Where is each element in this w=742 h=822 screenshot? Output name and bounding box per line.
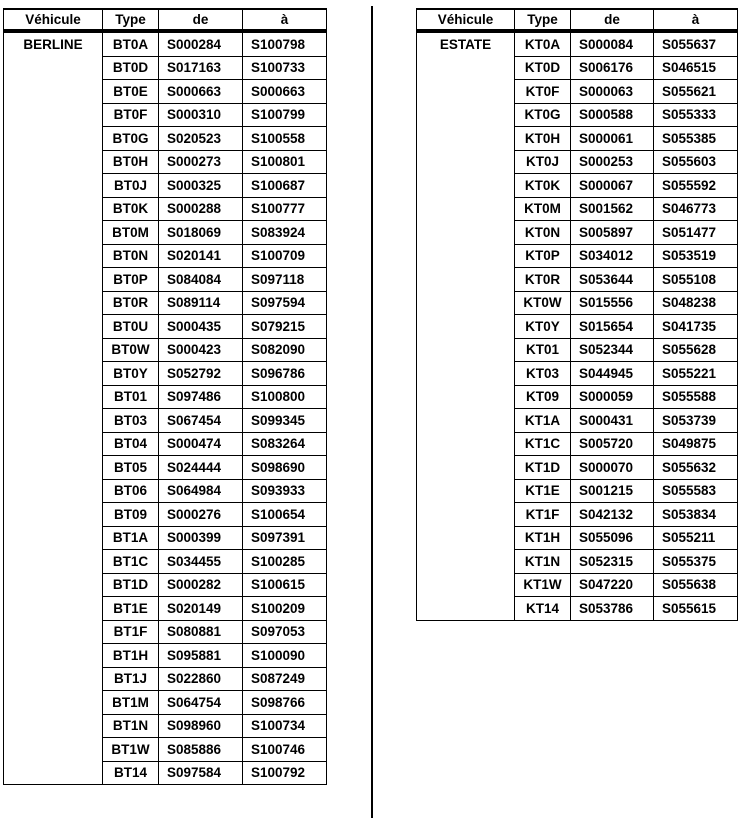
type-cell: KT14: [515, 597, 571, 621]
a-cell: S100558: [243, 127, 327, 151]
de-cell: S005897: [571, 221, 654, 245]
type-cell: BT05: [103, 456, 159, 480]
de-cell: S084084: [159, 268, 243, 292]
a-cell: S096786: [243, 362, 327, 386]
type-cell: BT0R: [103, 291, 159, 315]
type-cell: KT0M: [515, 197, 571, 221]
type-cell: BT0J: [103, 174, 159, 198]
type-cell: BT0H: [103, 150, 159, 174]
type-cell: BT1W: [103, 738, 159, 762]
de-cell: S018069: [159, 221, 243, 245]
a-cell: S100733: [243, 56, 327, 80]
a-cell: S055375: [654, 550, 738, 574]
column-divider: [371, 6, 373, 818]
header-vehicule: Véhicule: [4, 9, 103, 31]
a-cell: S055108: [654, 268, 738, 292]
de-cell: S020141: [159, 244, 243, 268]
a-cell: S097053: [243, 620, 327, 644]
type-cell: BT0D: [103, 56, 159, 80]
de-cell: S000474: [159, 432, 243, 456]
a-cell: S097594: [243, 291, 327, 315]
a-cell: S100799: [243, 103, 327, 127]
a-cell: S097118: [243, 268, 327, 292]
type-cell: KT0H: [515, 127, 571, 151]
a-cell: S055637: [654, 31, 738, 56]
a-cell: S055632: [654, 456, 738, 480]
a-cell: S083264: [243, 432, 327, 456]
de-cell: S042132: [571, 503, 654, 527]
a-cell: S100746: [243, 738, 327, 762]
type-cell: KT0N: [515, 221, 571, 245]
header-type: Type: [515, 9, 571, 31]
type-cell: KT0G: [515, 103, 571, 127]
a-cell: S100798: [243, 31, 327, 56]
header-a: à: [243, 9, 327, 31]
de-cell: S052344: [571, 338, 654, 362]
de-cell: S064984: [159, 479, 243, 503]
header-a: à: [654, 9, 738, 31]
de-cell: S015654: [571, 315, 654, 339]
a-cell: S055385: [654, 127, 738, 151]
type-cell: BT1C: [103, 550, 159, 574]
de-cell: S000423: [159, 338, 243, 362]
de-cell: S000288: [159, 197, 243, 221]
type-cell: KT1W: [515, 573, 571, 597]
type-cell: BT0W: [103, 338, 159, 362]
de-cell: S044945: [571, 362, 654, 386]
de-cell: S005720: [571, 432, 654, 456]
de-cell: S000276: [159, 503, 243, 527]
de-cell: S052792: [159, 362, 243, 386]
a-cell: S100209: [243, 597, 327, 621]
de-cell: S000273: [159, 150, 243, 174]
de-cell: S000070: [571, 456, 654, 480]
de-cell: S000059: [571, 385, 654, 409]
type-cell: BT0G: [103, 127, 159, 151]
a-cell: S055592: [654, 174, 738, 198]
header-row: [417, 9, 738, 31]
a-cell: S041735: [654, 315, 738, 339]
type-cell: BT0A: [103, 31, 159, 56]
de-cell: S085886: [159, 738, 243, 762]
a-cell: S055221: [654, 362, 738, 386]
header-row: [4, 9, 327, 31]
de-cell: S053644: [571, 268, 654, 292]
vehicule-cell: ESTATE: [417, 31, 515, 620]
type-cell: BT03: [103, 409, 159, 433]
type-cell: KT0F: [515, 80, 571, 104]
type-cell: KT0P: [515, 244, 571, 268]
de-cell: S000063: [571, 80, 654, 104]
a-cell: S055583: [654, 479, 738, 503]
de-cell: S015556: [571, 291, 654, 315]
de-cell: S000284: [159, 31, 243, 56]
type-cell: KT1N: [515, 550, 571, 574]
a-cell: S100687: [243, 174, 327, 198]
a-cell: S100792: [243, 761, 327, 785]
de-cell: S053786: [571, 597, 654, 621]
type-cell: KT1D: [515, 456, 571, 480]
a-cell: S055621: [654, 80, 738, 104]
type-cell: KT1H: [515, 526, 571, 550]
type-cell: KT1C: [515, 432, 571, 456]
a-cell: S053739: [654, 409, 738, 433]
de-cell: S000084: [571, 31, 654, 56]
de-cell: S000253: [571, 150, 654, 174]
de-cell: S000431: [571, 409, 654, 433]
a-cell: S055615: [654, 597, 738, 621]
a-cell: S098766: [243, 691, 327, 715]
type-cell: KT1E: [515, 479, 571, 503]
de-cell: S055096: [571, 526, 654, 550]
type-cell: KT1A: [515, 409, 571, 433]
type-cell: KT0Y: [515, 315, 571, 339]
a-cell: S055628: [654, 338, 738, 362]
de-cell: S006176: [571, 56, 654, 80]
type-cell: BT1N: [103, 714, 159, 738]
de-cell: S000663: [159, 80, 243, 104]
a-cell: S051477: [654, 221, 738, 245]
type-cell: BT0E: [103, 80, 159, 104]
de-cell: S000399: [159, 526, 243, 550]
berline-table: [3, 8, 327, 785]
a-cell: S100801: [243, 150, 327, 174]
type-cell: KT0J: [515, 150, 571, 174]
a-cell: S100654: [243, 503, 327, 527]
type-cell: BT0N: [103, 244, 159, 268]
type-cell: BT1D: [103, 573, 159, 597]
de-cell: S001215: [571, 479, 654, 503]
a-cell: S055333: [654, 103, 738, 127]
de-cell: S020523: [159, 127, 243, 151]
header-type: Type: [103, 9, 159, 31]
a-cell: S055588: [654, 385, 738, 409]
a-cell: S053834: [654, 503, 738, 527]
table-row: [4, 31, 327, 56]
de-cell: S000588: [571, 103, 654, 127]
header-vehicule: Véhicule: [417, 9, 515, 31]
de-cell: S034455: [159, 550, 243, 574]
de-cell: S017163: [159, 56, 243, 80]
de-cell: S001562: [571, 197, 654, 221]
type-cell: BT09: [103, 503, 159, 527]
type-cell: BT14: [103, 761, 159, 785]
a-cell: S100709: [243, 244, 327, 268]
type-cell: BT0M: [103, 221, 159, 245]
type-cell: KT01: [515, 338, 571, 362]
type-cell: KT03: [515, 362, 571, 386]
type-cell: BT0K: [103, 197, 159, 221]
de-cell: S022860: [159, 667, 243, 691]
header-de: de: [571, 9, 654, 31]
a-cell: S083924: [243, 221, 327, 245]
type-cell: KT0D: [515, 56, 571, 80]
a-cell: S049875: [654, 432, 738, 456]
de-cell: S047220: [571, 573, 654, 597]
a-cell: S053519: [654, 244, 738, 268]
a-cell: S046515: [654, 56, 738, 80]
a-cell: S098690: [243, 456, 327, 480]
a-cell: S055603: [654, 150, 738, 174]
table-row: [417, 31, 738, 56]
de-cell: S080881: [159, 620, 243, 644]
a-cell: S046773: [654, 197, 738, 221]
de-cell: S095881: [159, 644, 243, 668]
type-cell: KT1F: [515, 503, 571, 527]
type-cell: BT06: [103, 479, 159, 503]
de-cell: S000310: [159, 103, 243, 127]
de-cell: S089114: [159, 291, 243, 315]
a-cell: S100090: [243, 644, 327, 668]
type-cell: BT1H: [103, 644, 159, 668]
type-cell: BT0U: [103, 315, 159, 339]
de-cell: S000435: [159, 315, 243, 339]
a-cell: S055211: [654, 526, 738, 550]
a-cell: S099345: [243, 409, 327, 433]
a-cell: S100615: [243, 573, 327, 597]
de-cell: S024444: [159, 456, 243, 480]
a-cell: S048238: [654, 291, 738, 315]
type-cell: KT0A: [515, 31, 571, 56]
a-cell: S100734: [243, 714, 327, 738]
type-cell: BT1A: [103, 526, 159, 550]
a-cell: S055638: [654, 573, 738, 597]
de-cell: S000061: [571, 127, 654, 151]
de-cell: S000325: [159, 174, 243, 198]
type-cell: BT0Y: [103, 362, 159, 386]
a-cell: S087249: [243, 667, 327, 691]
a-cell: S097391: [243, 526, 327, 550]
type-cell: KT09: [515, 385, 571, 409]
de-cell: S098960: [159, 714, 243, 738]
type-cell: KT0K: [515, 174, 571, 198]
de-cell: S000067: [571, 174, 654, 198]
header-de: de: [159, 9, 243, 31]
type-cell: BT0P: [103, 268, 159, 292]
de-cell: S097584: [159, 761, 243, 785]
a-cell: S093933: [243, 479, 327, 503]
a-cell: S100777: [243, 197, 327, 221]
type-cell: BT1F: [103, 620, 159, 644]
type-cell: BT0F: [103, 103, 159, 127]
de-cell: S020149: [159, 597, 243, 621]
de-cell: S097486: [159, 385, 243, 409]
type-cell: BT01: [103, 385, 159, 409]
type-cell: BT1J: [103, 667, 159, 691]
type-cell: BT1M: [103, 691, 159, 715]
a-cell: S100285: [243, 550, 327, 574]
de-cell: S034012: [571, 244, 654, 268]
de-cell: S067454: [159, 409, 243, 433]
a-cell: S082090: [243, 338, 327, 362]
estate-table: [416, 8, 738, 621]
type-cell: KT0W: [515, 291, 571, 315]
type-cell: KT0R: [515, 268, 571, 292]
de-cell: S000282: [159, 573, 243, 597]
type-cell: BT04: [103, 432, 159, 456]
a-cell: S079215: [243, 315, 327, 339]
de-cell: S064754: [159, 691, 243, 715]
a-cell: S100800: [243, 385, 327, 409]
type-cell: BT1E: [103, 597, 159, 621]
vehicule-cell: BERLINE: [4, 31, 103, 785]
a-cell: S000663: [243, 80, 327, 104]
de-cell: S052315: [571, 550, 654, 574]
